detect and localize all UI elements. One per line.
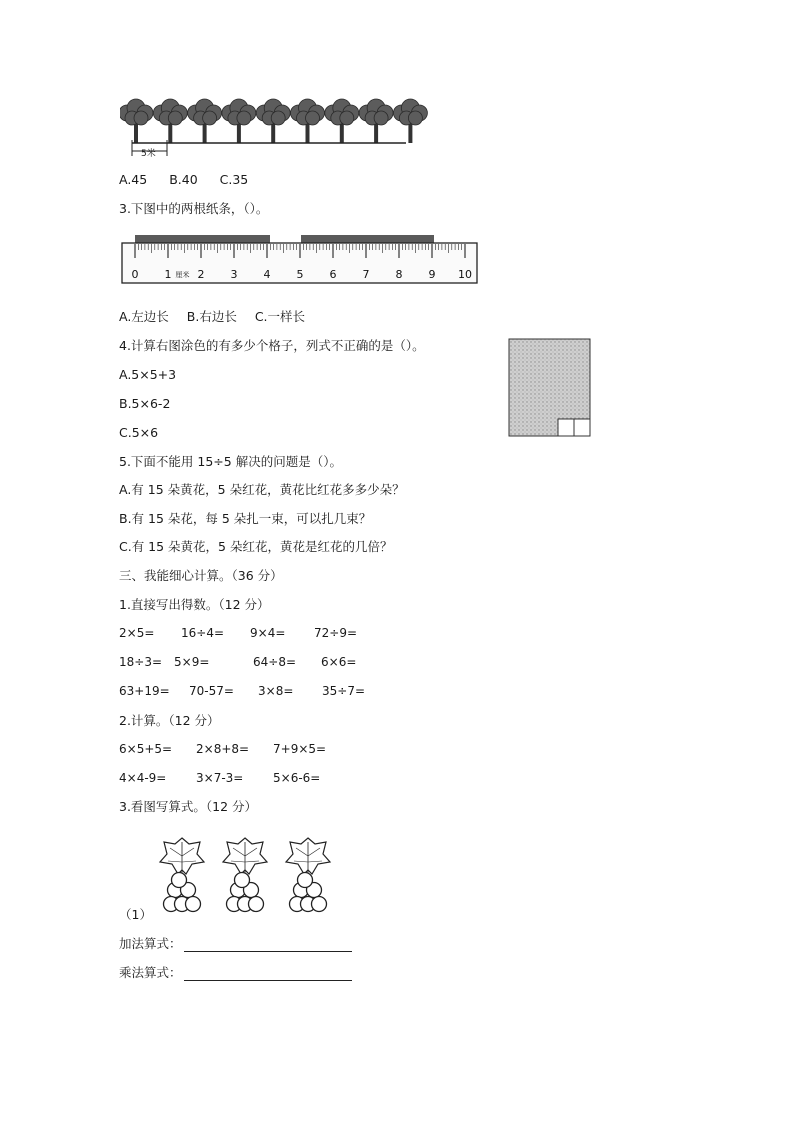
calc-item[interactable]: 64÷8= (253, 655, 297, 669)
q2-option-b[interactable]: B.40 (169, 172, 198, 187)
addition-label: 加法算式： (119, 936, 182, 951)
q2-options (119, 172, 248, 188)
q4-option-c[interactable]: C.5×6 (119, 425, 159, 440)
calc-item[interactable]: 3×8= (258, 684, 294, 698)
calc-item[interactable]: 4×4-9= (119, 771, 167, 785)
grape-bunch-icon (160, 838, 204, 912)
part3-title: 3.看图写算式。（12 分） (119, 799, 258, 814)
ruler-number-label: 5 (296, 268, 304, 281)
tree-icon (188, 99, 222, 143)
part2-title: 2.计算。（12 分） (119, 713, 220, 728)
calc2-row-2 (119, 771, 320, 785)
calc-row-3 (119, 684, 365, 698)
q3-option-a[interactable]: A.左边长 (119, 309, 169, 324)
tree-icon (393, 99, 427, 143)
addition-answer-row (119, 936, 352, 952)
calc-row-2 (119, 655, 356, 669)
q4-option-a[interactable]: A.5×5+3 (119, 367, 177, 382)
section3-heading: 三、我能细心计算。（36 分） (119, 568, 283, 583)
q5-stem: 5.下面不能用 15÷5 解决的问题是（）。 (119, 454, 342, 469)
ruler-number-label: 10 (458, 268, 472, 281)
part1-title: 1.直接写出得数。（12 分） (119, 597, 270, 612)
calc2-row-1 (119, 742, 326, 756)
calc-item[interactable]: 2×8+8= (196, 742, 250, 756)
tree-icon (359, 99, 393, 143)
grape-bunch-icon (223, 838, 267, 912)
calc-item[interactable]: 5×6-6= (273, 771, 321, 785)
q4-option-b[interactable]: B.5×6-2 (119, 396, 171, 411)
q5-option-b[interactable]: B.有 15 朵花，每 5 朵扎一束，可以扎几束？ (119, 511, 372, 526)
calc-item[interactable]: 7+9×5= (273, 742, 327, 756)
tree-icon (222, 99, 256, 143)
q2-option-c[interactable]: C.35 (219, 172, 249, 187)
q3-option-c[interactable]: C.一样长 (254, 309, 306, 324)
ruler-number-label: 1 (164, 268, 172, 281)
calc-item[interactable]: 6×6= (321, 655, 357, 669)
ruler-number-label: 0 (131, 268, 139, 281)
tree-icon (325, 99, 359, 143)
calc-item[interactable]: 5×9= (174, 655, 210, 669)
tree-icon (291, 99, 325, 143)
ruler-number-label: 4 (263, 268, 271, 281)
tree-scale-label: 5米 (141, 149, 156, 159)
q5-option-a[interactable]: A.有 15 朵黄花，5 朵红花，黄花比红花多多少朵？ (119, 482, 405, 497)
q3-option-b[interactable]: B.右边长 (186, 309, 237, 324)
calc-item[interactable]: 16÷4= (181, 626, 225, 640)
ruler-number-label: 3 (230, 268, 238, 281)
calc-item[interactable]: 3×7-3= (196, 771, 244, 785)
grapes-figure (152, 832, 360, 920)
q2-option-a[interactable]: A.45 (119, 172, 148, 187)
ruler-number-label: 7 (362, 268, 370, 281)
q3-stem: 3.下图中的两根纸条，（）。 (119, 201, 269, 216)
calc-item[interactable]: 2×5= (119, 626, 155, 640)
calc-item[interactable]: 70-57= (189, 684, 234, 698)
ruler-unit-label: 厘米 (175, 271, 190, 279)
q4-stem: 4.计算右图涂色的有多少个格子，列式不正确的是（）。 (119, 338, 425, 353)
calc-item[interactable]: 35÷7= (322, 684, 366, 698)
tree-icon (120, 99, 153, 143)
calc-item[interactable]: 72÷9= (314, 626, 358, 640)
calc-item[interactable]: 9×4= (250, 626, 286, 640)
calc-item[interactable]: 63+19= (119, 684, 170, 698)
multiplication-answer-line[interactable] (184, 968, 352, 981)
part3-sub-label: （1） (119, 907, 152, 922)
calc-item[interactable]: 6×5+5= (119, 742, 173, 756)
tree-icon (153, 99, 187, 143)
tree-icon (256, 99, 290, 143)
multiplication-answer-row (119, 965, 352, 981)
q3-options (119, 309, 305, 325)
calc-item[interactable]: 18÷3= (119, 655, 163, 669)
ruler-figure (118, 232, 480, 286)
tree-row-figure (120, 96, 430, 162)
shaded-grid-figure (506, 337, 592, 439)
grape-bunch-icon (286, 838, 330, 912)
ruler-number-label: 2 (197, 268, 205, 281)
q5-option-c[interactable]: C.有 15 朵黄花，5 朵红花，黄花是红花的几倍？ (119, 539, 393, 554)
ruler-number-label: 6 (329, 268, 337, 281)
addition-answer-line[interactable] (184, 939, 352, 952)
calc-row-1 (119, 626, 357, 640)
ruler-number-label: 9 (428, 268, 436, 281)
ruler-number-label: 8 (395, 268, 403, 281)
multiplication-label: 乘法算式： (119, 965, 182, 980)
